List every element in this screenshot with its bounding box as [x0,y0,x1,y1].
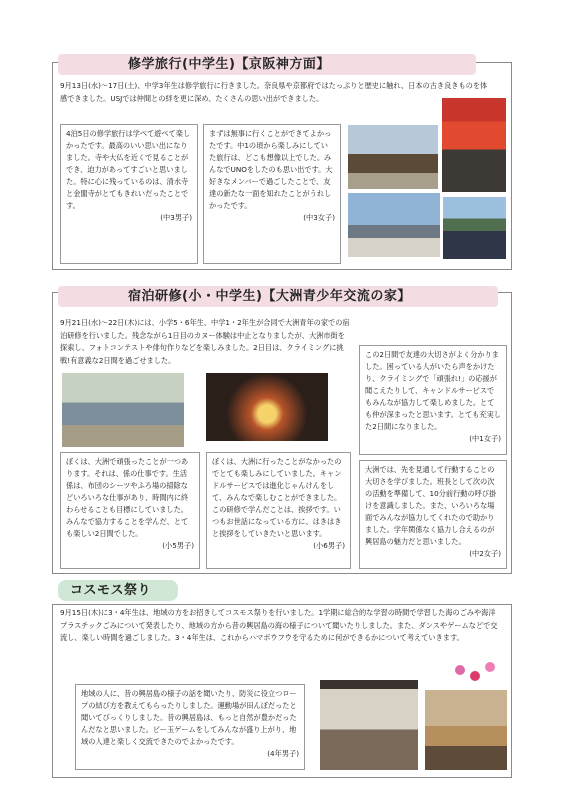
photo-students-outdoor [62,373,184,447]
camp-comment-1-text: この2日間で友達の大切さがよく分かりました。困っている人がいたら声をかけたり、クライミングで「頑張れ!」の応援が聞こえたりして、キャンドルサービスでもみんなが協力して楽しめました。とても仲が深まったと思います。とても充実した2日間になりました。 [365,350,501,431]
cosmos-comment-text: 地域の人に、昔の興居島の様子の話を聞いたり、防災に役立つロープの結び方を教えてもらったりしました。運動場が田んぼだったと聞いてびっくりしました。昔の興居島は、もっと自然が豊かだったんだなと思いました。ビー玉ゲームをしてみんなが盛り上がり、地域の人達と楽しく交流できたのでよかったです。 [81,689,297,746]
camp-comment-4-signature: (中2女子) [469,549,501,558]
trip-comment-2-signature: (中3女子) [303,213,335,222]
cosmos-comment-signature: (4年男子) [267,749,299,758]
cosmos-intro: 9月15日(木)に3・4年生は、地域の方をお招きしてコスモス祭りを行いました。1学期に総合的な学習の時間で学習した海のごみや海洋プラスチックごみについて発表したり、地域の方から昔の興居島の海の様子について聞いたりしました。また、ダンスやゲームなどで交流し、楽しい時間を過ごしました。3・4年生は、これからハマボウフウを守るために何ができるかについて考えていきます。 [60,608,498,642]
camp-comment-3 [206,452,351,569]
camp-comment-4-text: 大洲では、先を見通して行動することの大切さを学びました。班長として次の次の活動を準備して、10分前行動の呼び掛けを意識しました。また、いろいろな場面でみんなが協力してくれたので助かりました。学年関係なく協力し合えるのが興居島の魅力だと思いました。 [365,465,497,546]
cosmos-comment [75,684,305,770]
camp-comment-3-text: ぼくは、大洲に行ったことがなかったのでとても楽しみにしていました。キャンドルサービスでは進化じゃんけんをして、みんなで楽しむことができました。この研修で学んだことは、挨拶です。いつもお世話になっている方に、はきはきと挨拶をしていきたいと思います。 [212,457,342,538]
camp-intro: 9月21日(水)～22日(木)には、小学5・6年生、中学1・2年生が合同で大洲青年の家での宿泊研修を行いました。残念ながら1日目のカヌー体験は中止となりましたが、大洲市街を探索し、フォトコンテストや俳句作りなどを楽しみました。2日目は、クライミングに挑戦!有意義な2日間を過ごせました。 [60,318,350,365]
camp-comment-3-signature: (小6男子) [313,541,345,550]
photo-presentation [320,680,418,770]
camp-comment-2 [60,452,200,569]
camp-comment-1-signature: (中1女子) [469,434,501,443]
camp-comment-2-text: ぼくは、大洲で頑張ったことが一つあります。それは、係の仕事です。生活係は、布団のシーツやふろ場の掃除などいろいろな仕事があり、時間内に終わらせることも目標にしていました。みんなで協力することを学んだ、とても楽しい2日間でした。 [66,457,189,538]
trip-comment-2-text: まずは無事に行くことができてよかったです。中1の頃から楽しみにしていた旅行は、どこも想像以上でした。みんなでUNOをしたのも思い出です。大好きなメンバーで過ごしたことで、友達の新たな一面を知れたことがうれしかったです。 [209,129,333,210]
camp-comment-4 [359,460,507,569]
trip-section-title: 修学旅行(中学生)【京阪神方面】 [58,54,476,75]
trip-comment-1 [60,124,198,264]
trip-intro: 9月13日(水)～17日(土)、中学3年生は修学旅行に行きました。奈良県や京都府ではたっぷりと歴史に触れ、日本の古き良きものを体感できました。USJでは仲間との絆を更に深め、たくさんの思い出ができました。 [60,81,488,103]
photo-universal-globe [348,193,440,257]
camp-section-title: 宿泊研修(小・中学生)【大洲青少年交流の家】 [58,286,498,307]
trip-comment-1-signature: (中3男子) [160,213,192,222]
cosmos-flower-decoration [470,671,480,681]
trip-comment-2 [203,124,341,264]
photo-gym-activity [425,690,507,770]
camp-comment-1 [359,345,507,455]
photo-torii-gate [442,98,506,192]
photo-student-group [443,197,506,259]
camp-comment-2-signature: (小5男子) [162,541,194,550]
photo-candle-service [206,373,328,441]
cosmos-flower-decoration [485,662,495,672]
trip-comment-1-text: 4泊5日の修学旅行は学べて遊べて楽しかったです。最高のいい思い出になりました。寺や大仏を近くで見ることができ、迫力があってすごいと思いました。特に心に残っているのは、清水寺と金閣寺がとてもきれいだったことです。 [66,129,191,210]
cosmos-flower-decoration [455,665,465,675]
photo-temple [348,125,438,189]
cosmos-section-title: コスモス祭り [58,580,178,601]
